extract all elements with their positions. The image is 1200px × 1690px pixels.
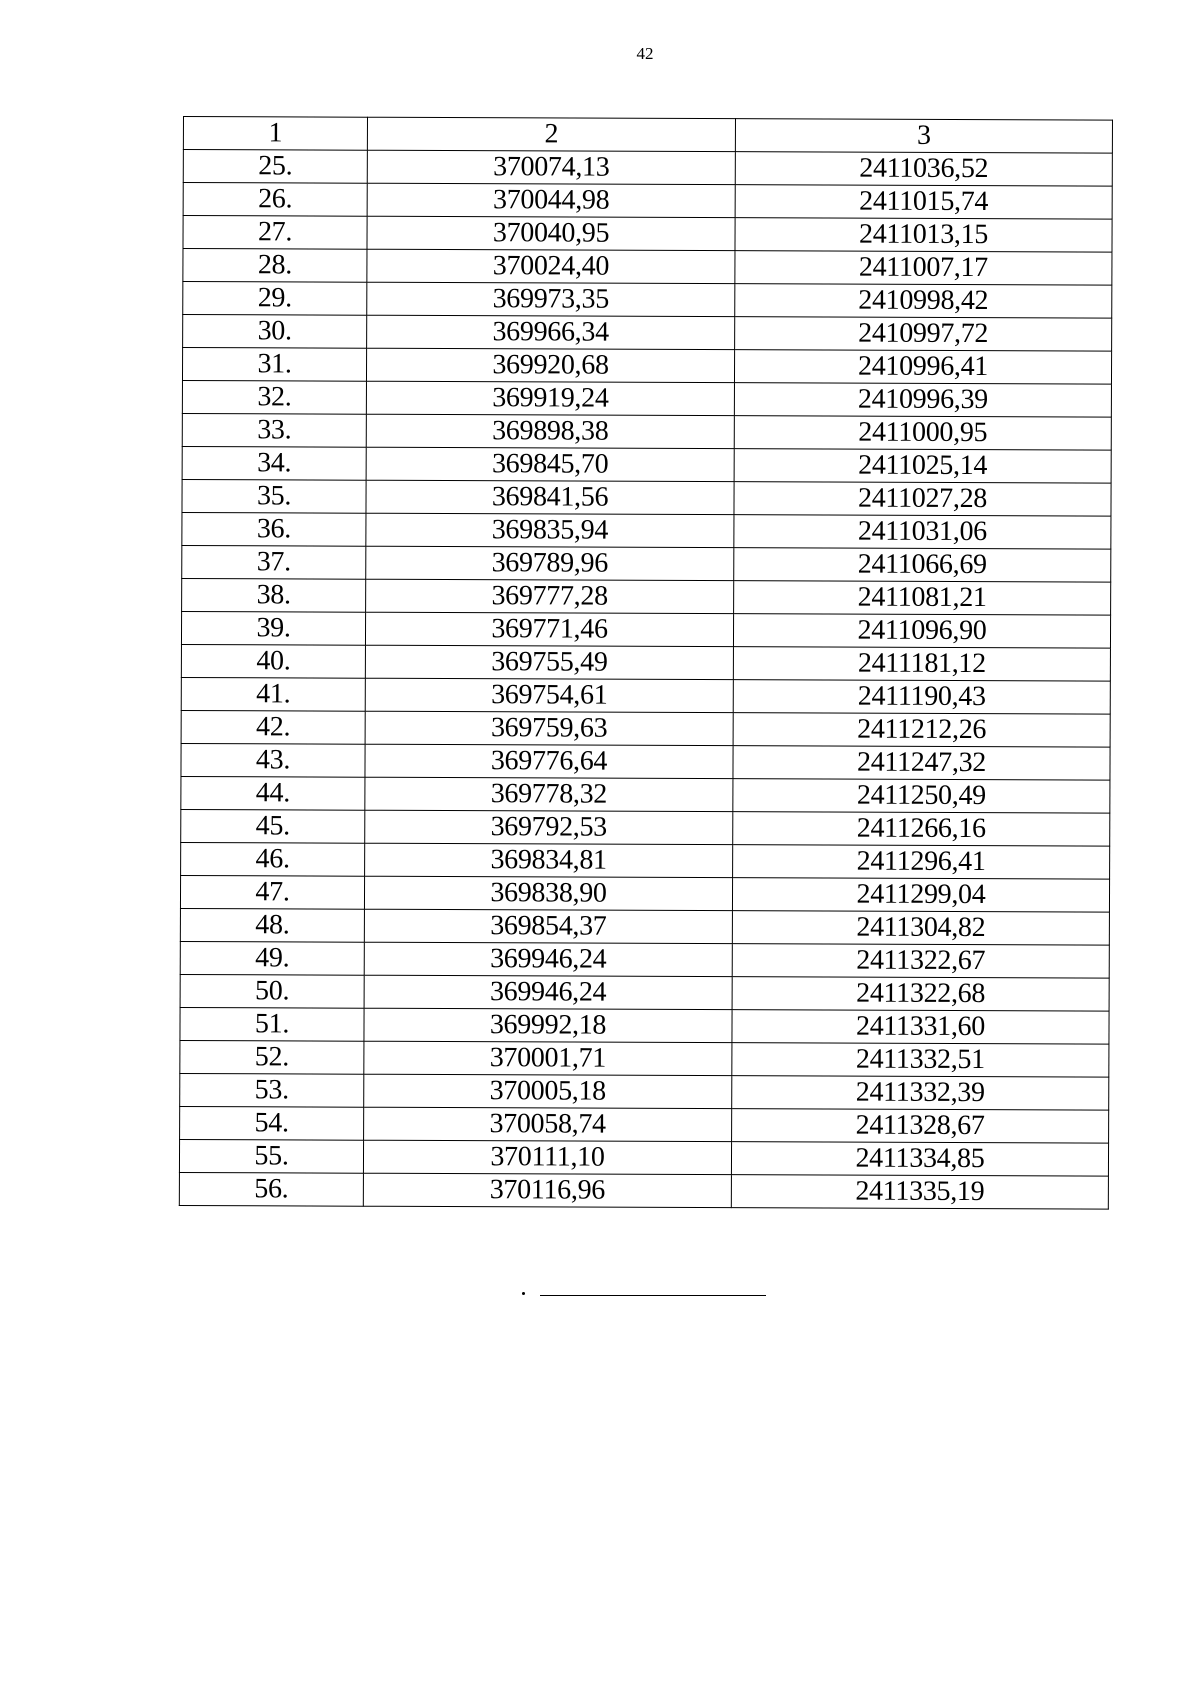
table-row	[181, 842, 1110, 879]
x-coordinate-cell: 369841,56	[366, 480, 734, 514]
table-row	[182, 446, 1111, 483]
table-row	[183, 249, 1112, 286]
y-coordinate-cell: 2411015,74	[735, 185, 1112, 219]
point-number-cell: 39.	[181, 611, 365, 645]
y-coordinate-cell: 2411322,67	[732, 944, 1109, 978]
table-row	[179, 1139, 1108, 1176]
x-coordinate-cell: 369946,24	[364, 975, 732, 1009]
y-coordinate-cell: 2411334,85	[731, 1142, 1108, 1176]
y-coordinate-cell: 2411027,28	[734, 482, 1111, 516]
y-coordinate-cell: 2411296,41	[733, 845, 1110, 879]
table-row	[183, 216, 1112, 253]
point-number-cell: 50.	[180, 974, 364, 1008]
coordinates-table	[179, 116, 1113, 1210]
x-coordinate-cell: 369776,64	[365, 744, 733, 778]
y-coordinate-cell: 2411190,43	[733, 680, 1110, 714]
y-coordinate-cell: 2411322,68	[732, 977, 1109, 1011]
end-separator-line	[540, 1295, 766, 1296]
x-coordinate-cell: 369834,81	[365, 843, 733, 877]
table-row	[183, 183, 1112, 220]
point-number-cell: 31.	[182, 348, 366, 382]
x-coordinate-cell: 369759,63	[365, 711, 733, 745]
column-header-3: 3	[735, 119, 1112, 153]
point-number-cell: 49.	[180, 941, 364, 975]
table-row	[180, 908, 1109, 945]
table-row	[180, 1007, 1109, 1044]
point-number-cell: 29.	[183, 282, 367, 316]
y-coordinate-cell: 2410996,39	[734, 383, 1111, 417]
point-number-cell: 53.	[180, 1073, 364, 1107]
table-header-row	[183, 117, 1112, 154]
point-number-cell: 25.	[183, 150, 367, 184]
x-coordinate-cell: 369992,18	[364, 1008, 732, 1042]
point-number-cell: 37.	[182, 545, 366, 579]
x-coordinate-cell: 370040,95	[367, 216, 735, 250]
point-number-cell: 32.	[182, 380, 366, 414]
y-coordinate-cell: 2410997,72	[735, 317, 1112, 351]
point-number-cell: 26.	[183, 183, 367, 217]
point-number-cell: 55.	[179, 1139, 363, 1173]
x-coordinate-cell: 370074,13	[367, 150, 735, 184]
point-number-cell: 46.	[181, 842, 365, 876]
x-coordinate-cell: 369838,90	[364, 876, 732, 910]
table-row	[180, 974, 1109, 1011]
point-number-cell: 36.	[182, 512, 366, 546]
table-row	[182, 578, 1111, 615]
y-coordinate-cell: 2411299,04	[732, 878, 1109, 912]
y-coordinate-cell: 2411328,67	[732, 1109, 1109, 1143]
table-row	[182, 479, 1111, 516]
table-row	[180, 1073, 1109, 1110]
y-coordinate-cell: 2411000,95	[734, 416, 1111, 450]
point-number-cell: 28.	[183, 249, 367, 283]
x-coordinate-cell: 369920,68	[366, 348, 734, 382]
table-row	[181, 710, 1110, 747]
x-coordinate-cell: 370005,18	[364, 1074, 732, 1108]
point-number-cell: 47.	[180, 875, 364, 909]
point-number-cell: 52.	[180, 1040, 364, 1074]
table-row	[183, 150, 1112, 187]
table-row	[182, 348, 1111, 385]
x-coordinate-cell: 369919,24	[366, 381, 734, 415]
table-row	[181, 743, 1110, 780]
x-coordinate-cell: 369898,38	[366, 414, 734, 448]
y-coordinate-cell: 2410996,41	[734, 350, 1111, 384]
point-number-cell: 51.	[180, 1007, 364, 1041]
x-coordinate-cell: 369845,70	[366, 447, 734, 481]
x-coordinate-cell: 369777,28	[366, 579, 734, 613]
y-coordinate-cell: 2411013,15	[735, 218, 1112, 252]
point-number-cell: 33.	[182, 413, 366, 447]
point-number-cell: 35.	[182, 479, 366, 513]
table-row	[180, 941, 1109, 978]
y-coordinate-cell: 2411025,14	[734, 449, 1111, 483]
table-row	[183, 282, 1112, 319]
point-number-cell: 45.	[181, 809, 365, 843]
table-row	[182, 545, 1111, 582]
y-coordinate-cell: 2411212,26	[733, 713, 1110, 747]
table-row	[182, 380, 1111, 417]
table-row	[180, 1040, 1109, 1077]
x-coordinate-cell: 370044,98	[367, 183, 735, 217]
y-coordinate-cell: 2411266,16	[733, 812, 1110, 846]
x-coordinate-cell: 370001,71	[364, 1041, 732, 1075]
point-number-cell: 54.	[180, 1106, 364, 1140]
table-row	[183, 315, 1112, 352]
x-coordinate-cell: 370058,74	[364, 1107, 732, 1141]
table-row	[179, 1172, 1108, 1209]
point-number-cell: 34.	[182, 446, 366, 480]
y-coordinate-cell: 2410998,42	[735, 284, 1112, 318]
x-coordinate-cell: 369789,96	[366, 546, 734, 580]
x-coordinate-cell: 369755,49	[365, 645, 733, 679]
y-coordinate-cell: 2411247,32	[733, 746, 1110, 780]
y-coordinate-cell: 2411096,90	[733, 614, 1110, 648]
y-coordinate-cell: 2411181,12	[733, 647, 1110, 681]
table-row	[182, 413, 1111, 450]
coordinates-table-body	[179, 117, 1112, 1210]
y-coordinate-cell: 2411066,69	[734, 548, 1111, 582]
y-coordinate-cell: 2411036,52	[735, 152, 1112, 186]
y-coordinate-cell: 2411007,17	[735, 251, 1112, 285]
page-number: 42	[636, 44, 654, 63]
point-number-cell: 30.	[183, 315, 367, 349]
y-coordinate-cell: 2411081,21	[734, 581, 1111, 615]
x-coordinate-cell: 370111,10	[363, 1140, 731, 1174]
x-coordinate-cell: 369946,24	[364, 942, 732, 976]
point-number-cell: 38.	[182, 578, 366, 612]
table-row	[181, 677, 1110, 714]
table-row	[181, 611, 1110, 648]
point-number-cell: 41.	[181, 677, 365, 711]
y-coordinate-cell: 2411335,19	[731, 1175, 1108, 1209]
y-coordinate-cell: 2411304,82	[732, 911, 1109, 945]
table-row	[180, 875, 1109, 912]
point-number-cell: 27.	[183, 216, 367, 250]
column-header-2: 2	[367, 117, 735, 151]
end-mark-dot	[522, 1292, 525, 1295]
point-number-cell: 44.	[181, 776, 365, 810]
y-coordinate-cell: 2411031,06	[734, 515, 1111, 549]
x-coordinate-cell: 369835,94	[366, 513, 734, 547]
y-coordinate-cell: 2411332,39	[732, 1076, 1109, 1110]
x-coordinate-cell: 369771,46	[365, 612, 733, 646]
x-coordinate-cell: 369778,32	[365, 777, 733, 811]
point-number-cell: 43.	[181, 743, 365, 777]
table-row	[181, 776, 1110, 813]
x-coordinate-cell: 369792,53	[365, 810, 733, 844]
point-number-cell: 42.	[181, 710, 365, 744]
x-coordinate-cell: 369973,35	[367, 282, 735, 316]
x-coordinate-cell: 369966,34	[367, 315, 735, 349]
x-coordinate-cell: 370024,40	[367, 249, 735, 283]
y-coordinate-cell: 2411331,60	[732, 1010, 1109, 1044]
table-row	[181, 809, 1110, 846]
y-coordinate-cell: 2411250,49	[733, 779, 1110, 813]
y-coordinate-cell: 2411332,51	[732, 1043, 1109, 1077]
table-row	[182, 512, 1111, 549]
point-number-cell: 56.	[179, 1172, 363, 1206]
column-header-1: 1	[183, 117, 367, 151]
x-coordinate-cell: 369854,37	[364, 909, 732, 943]
x-coordinate-cell: 369754,61	[365, 678, 733, 712]
point-number-cell: 48.	[180, 908, 364, 942]
point-number-cell: 40.	[181, 644, 365, 678]
x-coordinate-cell: 370116,96	[363, 1173, 731, 1207]
table-row	[181, 644, 1110, 681]
table-row	[180, 1106, 1109, 1143]
